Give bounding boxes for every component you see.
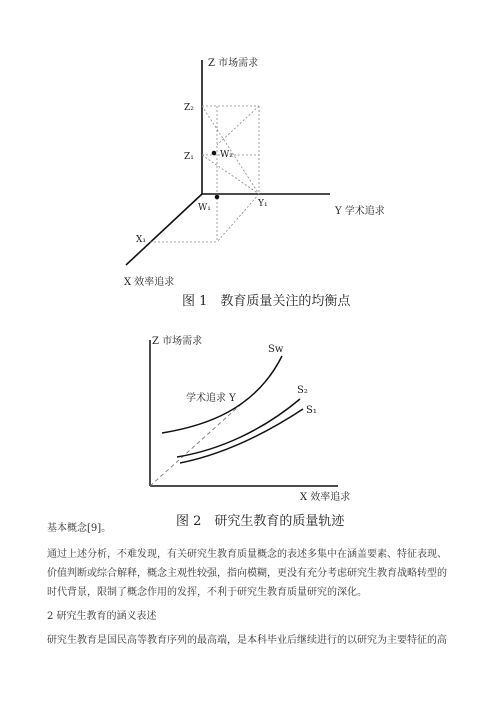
paragraph-1-line-3: 时代背景，限制了概念作用的发挥，不利于研究生教育质量研究的深化。 xyxy=(47,587,367,598)
point-w2 xyxy=(212,151,216,155)
fig1-axis-x-label: X 效率追求 xyxy=(124,277,175,288)
fig2-caption: 图 2 研究生教育的质量轨迹 xyxy=(176,514,345,529)
fig2-s2-label: S₂ xyxy=(297,385,308,396)
fig2-axis-x-label: X 效率追求 xyxy=(300,492,351,503)
fig1-axis-z-label: Z 市场需求 xyxy=(208,58,259,69)
curve-s1 xyxy=(180,409,303,463)
fig2-diagonal xyxy=(150,398,248,486)
figure-1 xyxy=(126,60,330,265)
point-w1 xyxy=(215,195,219,199)
fig1-axis-y-label: Y 学术追求 xyxy=(335,206,385,217)
fig1-w1-label: W₁ xyxy=(198,203,211,213)
guide-lines xyxy=(150,106,259,242)
paragraph-1-line-1: 通过上述分析，不难发现，有关研究生教育质量概念的表述多集中在涵盖要素、特征表现、 xyxy=(47,549,447,560)
text-line-1: 基本概念[9]。 xyxy=(47,523,112,534)
fig1-y1-label: Y₁ xyxy=(258,199,268,209)
fig2-s1-label: S₁ xyxy=(306,405,317,416)
section-heading: 2 研究生教育的涵义表述 xyxy=(47,611,157,622)
fig2-label-y: 学术追求 Y xyxy=(186,393,236,404)
fig2-sw-label: Sw xyxy=(268,344,284,355)
fig1-caption: 图 1 教育质量关注的均衡点 xyxy=(182,294,351,309)
fig1-x1-label: X₁ xyxy=(136,235,147,245)
fig2-axis-z-label: Z 市场需求 xyxy=(152,336,203,347)
x-axis xyxy=(126,194,202,265)
fig1-z1-label: Z₁ xyxy=(184,152,194,162)
paragraph-2-line-1: 研究生教育是国民高等教育序列的最高端，是本科毕业后继续进行的以研究为主要特征的高 xyxy=(47,635,447,646)
fig1-z2-label: Z₂ xyxy=(184,103,194,113)
paragraph-1-line-2: 价值判断或综合解释，概念主观性较强，指向模糊，更没有充分考虑研究生教育战略转型的 xyxy=(47,568,447,579)
fig1-w2-label: W₂ xyxy=(220,150,233,160)
curve-s2 xyxy=(177,399,300,457)
